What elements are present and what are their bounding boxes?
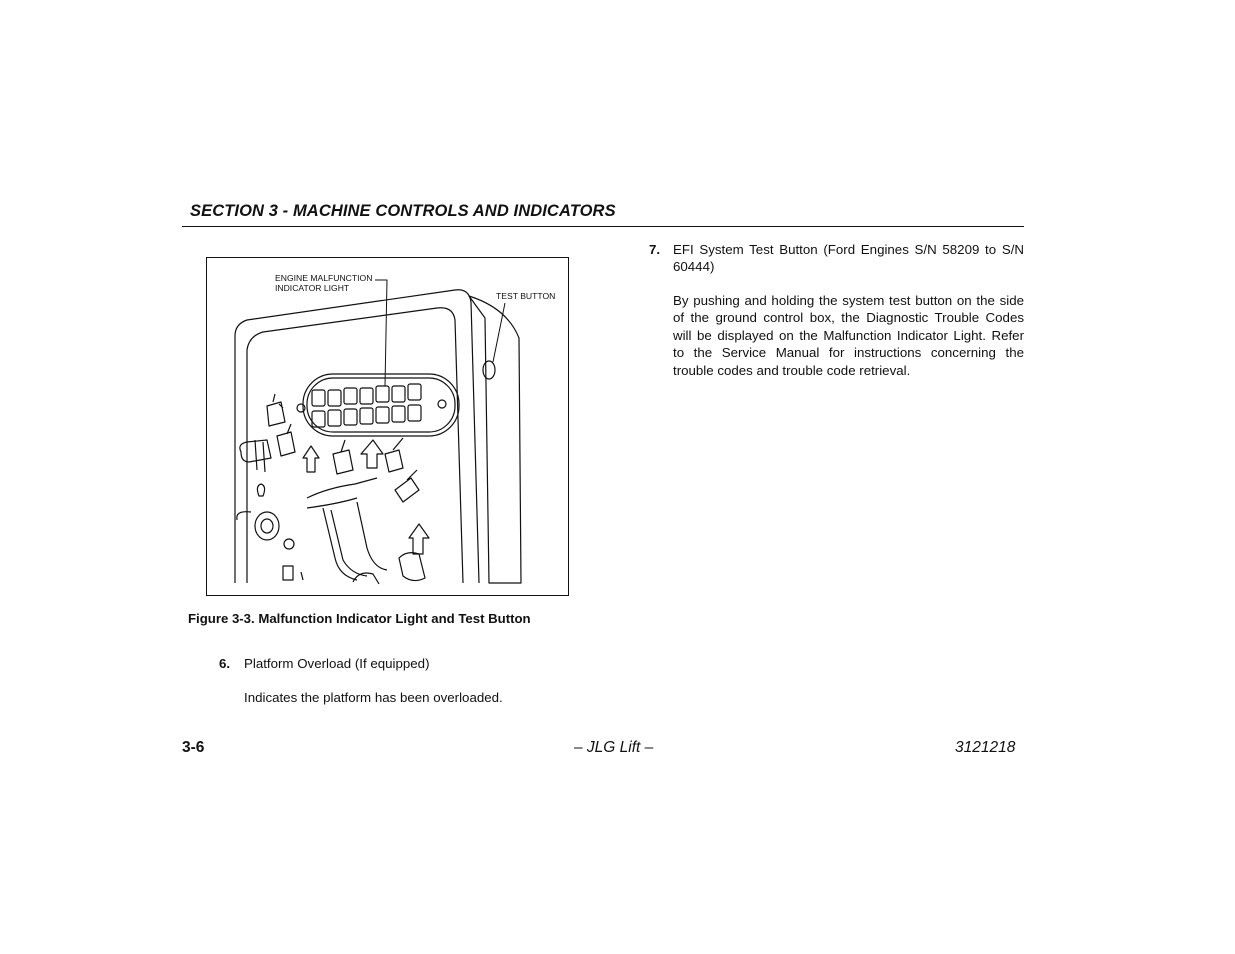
toggle-switch-3 <box>277 424 295 456</box>
mil-screw-right <box>438 400 446 408</box>
callout-test-button: TEST BUTTON <box>496 291 556 301</box>
page-number: 3-6 <box>182 739 205 756</box>
lever <box>399 553 425 581</box>
keyhole <box>257 484 264 496</box>
footer-title: – JLG Lift – <box>574 739 654 756</box>
mil-screw-left <box>297 404 305 412</box>
test-button <box>483 361 495 379</box>
arrow-shape-2 <box>361 440 383 468</box>
wiring-harness <box>307 478 387 580</box>
figure-caption: Figure 3-3. Malfunction Indicator Light and Test Button <box>188 611 531 626</box>
mil-panel <box>303 374 459 436</box>
item-6-body: Indicates the platform has been overloaded. <box>244 690 503 705</box>
item-7-body: By pushing and holding the system test button on the side of the ground control box, the Diagnostic Trouble Codes will be displayed on the Malfunction Indicator Light. Refer to the Service Manual for instructions concerning the trouble codes and trouble code retrieval. <box>673 293 1024 378</box>
arrow-shape-1 <box>303 446 319 472</box>
emergency-knob <box>255 512 279 540</box>
mil-leader-line <box>375 280 387 386</box>
figure-ground-control-box <box>206 257 569 596</box>
knob-small <box>284 539 294 549</box>
toggle-switch-6 <box>395 470 419 502</box>
toggle-switch-1 <box>267 394 285 426</box>
toggle-switch-2 <box>240 440 271 472</box>
item-7-number: 7. <box>649 242 661 257</box>
toggle-switch-4 <box>333 440 353 474</box>
item-6-title: Platform Overload (If equipped) <box>244 656 430 671</box>
callout-mil: ENGINE MALFUNCTION INDICATOR LIGHT <box>275 273 373 293</box>
toggle-switch-5 <box>385 438 403 472</box>
section-title: SECTION 3 - MACHINE CONTROLS AND INDICATORS <box>190 202 616 220</box>
control-box-illustration <box>207 258 569 596</box>
item-7-title: EFI System Test Button (Ford Engines S/N 58209 to S/N 60444) <box>673 242 1024 275</box>
label-plate <box>283 566 293 580</box>
arrow-shape-3 <box>409 524 429 554</box>
item-6-number: 6. <box>219 656 231 671</box>
document-number: 3121218 <box>955 739 1016 756</box>
header-rule <box>182 226 1024 227</box>
box-side-panel <box>469 296 521 583</box>
